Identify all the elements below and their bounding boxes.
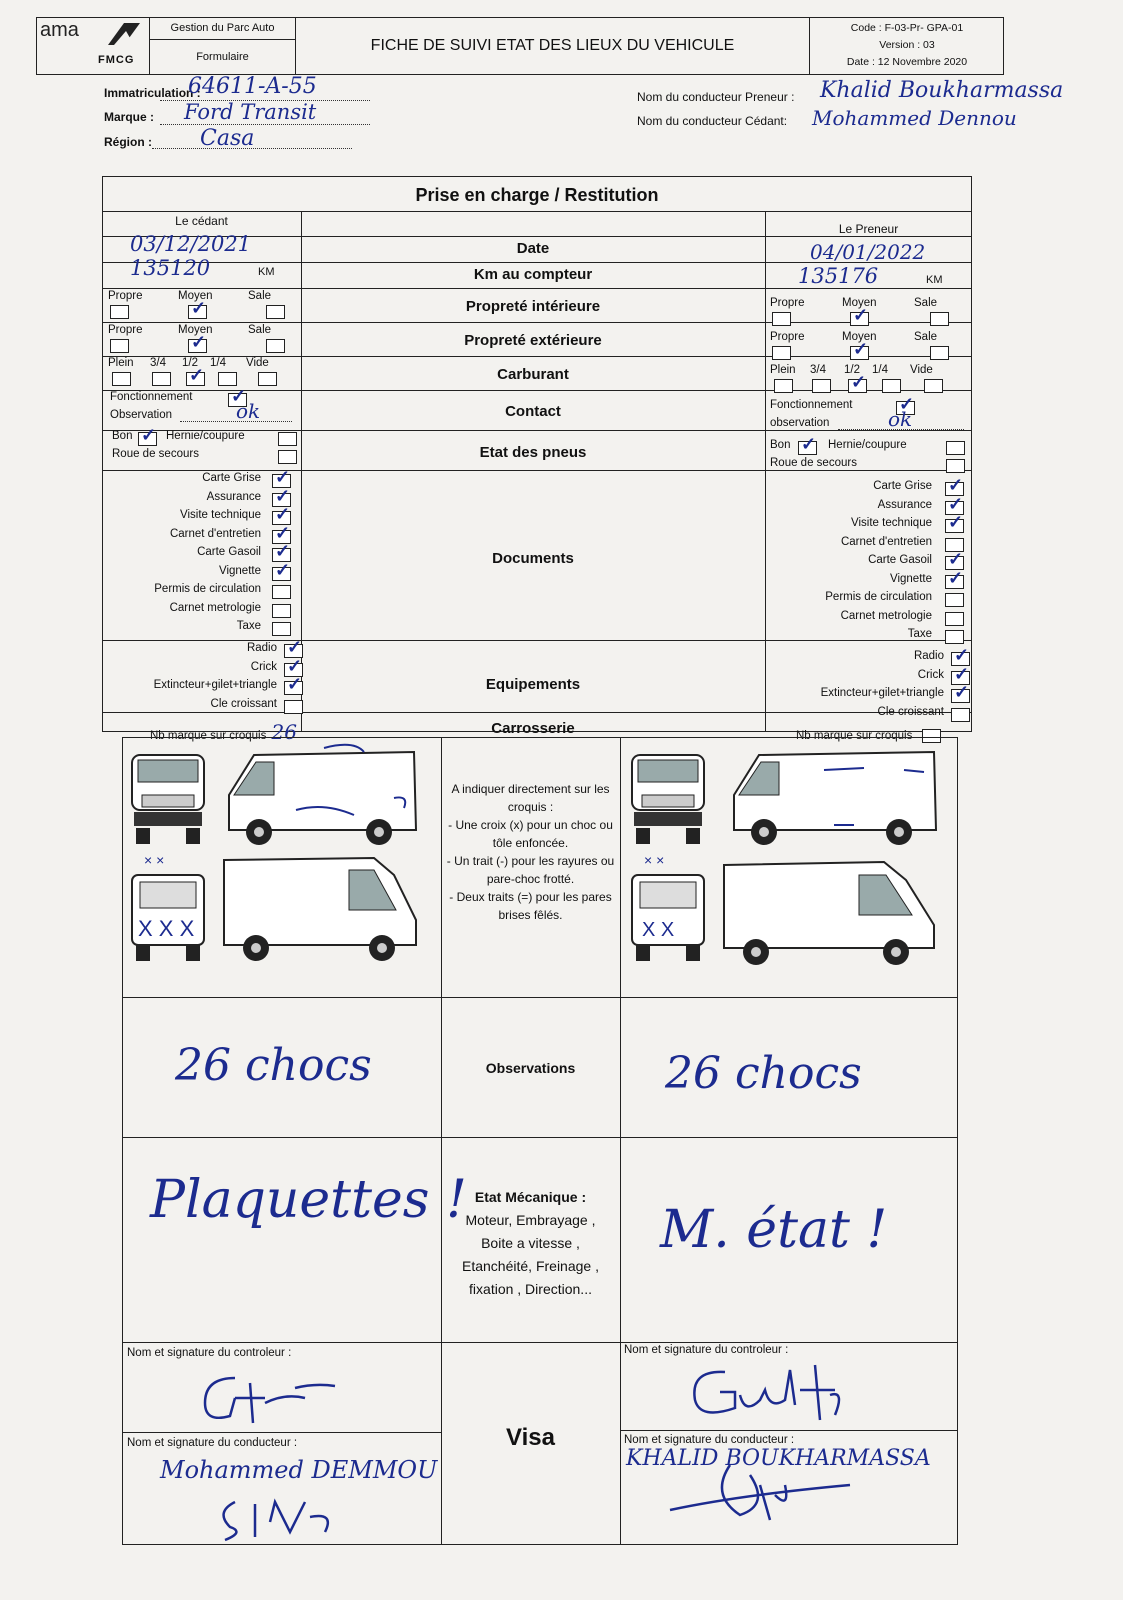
documents-label: Carte Grise [873, 480, 932, 492]
label-roue-secours: Roue de secours [770, 457, 857, 469]
preneur-conducteur-name: KHALID BOUKHARMASSA [626, 1446, 931, 1471]
documents-checkbox[interactable] [272, 567, 291, 581]
label-1-2: 1/2 [182, 357, 198, 369]
documents-checkbox[interactable] [945, 593, 964, 607]
documents-label: Carnet metrologie [840, 609, 932, 622]
svg-text:× ×: × × [644, 852, 665, 868]
documents-row [765, 610, 972, 629]
cedant-prop-ext [108, 324, 298, 354]
label-sale: Sale [914, 297, 938, 309]
header-doc-info [812, 20, 1002, 71]
checkbox-sale[interactable] [930, 312, 949, 326]
equipements-row [765, 687, 972, 706]
fmcg-logo: FMCG [98, 54, 135, 66]
documents-row [102, 528, 301, 547]
preneur-contact [770, 399, 970, 433]
cedant-conducteur-name: Mohammed DEMMOU [160, 1456, 438, 1484]
preneur-controleur-signature-icon [685, 1350, 855, 1425]
documents-label: Taxe [907, 628, 932, 640]
table-title: Prise en charge / Restitution [102, 178, 972, 212]
label-3-4: 3/4 [150, 357, 166, 369]
doc-date: Date : 12 Novembre 2020 [846, 56, 968, 68]
checkbox-propre[interactable] [772, 346, 791, 360]
instruction-line: - Une croix (x) pour un choc ou tôle enfoncée. [448, 818, 613, 850]
checkbox-roue-secours[interactable] [278, 450, 297, 464]
checkbox-propre[interactable] [772, 312, 791, 326]
region-dots [152, 148, 352, 149]
documents-row [102, 472, 301, 491]
svg-text:X X X: X X X [138, 916, 195, 941]
documents-row [102, 509, 301, 528]
preneur-prop-ext [770, 331, 970, 361]
van-side-right-icon [734, 752, 936, 845]
preneur-conducteur-signature-icon [660, 1455, 860, 1525]
van-front-icon [632, 755, 704, 844]
preneur-van-sketches [624, 740, 954, 995]
cedant-pneus [112, 430, 302, 466]
checkbox-moyen[interactable] [188, 339, 207, 353]
cedant-nb-marque-value: 26 [271, 720, 297, 744]
equipements-label: Radio [913, 650, 944, 662]
label-hernie: Hernie/coupure [828, 439, 907, 451]
instruction-line: - Un trait (-) pour les rayures ou pare-choc frotté. [446, 854, 615, 886]
label-moyen: Moyen [842, 331, 877, 343]
preneur-header: Le Preneur [838, 222, 899, 236]
label-observation: observation [770, 417, 830, 429]
documents-label: Permis de circulation [154, 583, 261, 595]
checkbox-bon[interactable] [798, 441, 817, 455]
preneur-km-unit: KM [926, 274, 943, 286]
documents-row [765, 480, 972, 499]
documents-row [765, 628, 972, 647]
label-propre: Propre [108, 324, 143, 336]
documents-row [765, 591, 972, 610]
documents-label: Visite technique [851, 517, 932, 529]
equipements-row [765, 706, 972, 725]
marque-label: Marque : [104, 110, 155, 124]
equipements-label: Extincteur+gilet+triangle [153, 679, 277, 691]
documents-row [102, 583, 301, 602]
documents-row [102, 546, 301, 565]
label-roue-secours: Roue de secours [112, 448, 199, 460]
row-label-carrosserie: Carrosserie [491, 720, 575, 737]
equipements-checkbox[interactable] [284, 681, 303, 695]
label-moyen: Moyen [178, 290, 213, 302]
checkbox-plein[interactable] [774, 379, 793, 393]
equipements-label: Crick [917, 668, 944, 681]
equipements-checkbox[interactable] [284, 700, 303, 714]
row-label-pneus: Etat des pneus [479, 444, 587, 461]
logo-block [36, 17, 150, 75]
van-side-left-icon [724, 862, 934, 965]
checkbox-propre[interactable] [110, 339, 129, 353]
checkbox-3-4[interactable] [812, 379, 831, 393]
documents-label: Carnet d'entretien [840, 535, 932, 548]
cedant-label: Nom du conducteur Cédant: [637, 114, 788, 128]
lower-row-line-1 [122, 997, 958, 998]
label-1-4: 1/4 [210, 357, 226, 369]
label-propre: Propre [770, 297, 805, 309]
marque-dots [160, 124, 370, 125]
documents-label: Vignette [219, 564, 261, 577]
cedant-header: Le cédant [175, 214, 228, 228]
label-vide: Vide [246, 357, 269, 369]
label-moyen: Moyen [842, 297, 877, 309]
cedant-observations-value: 26 chocs [175, 1040, 372, 1091]
label-sale: Sale [248, 324, 272, 336]
cedant-carburant [108, 357, 298, 387]
page-title: FICHE DE SUIVI ETAT DES LIEUX DU VEHICULE [296, 17, 810, 75]
preneur-controleur-label: Nom et signature du controleur : [624, 1344, 789, 1356]
documents-checkbox[interactable] [272, 622, 291, 636]
preneur-mecanique-value: M. état ! [660, 1200, 888, 1260]
fmcg-logo-icon [104, 19, 144, 49]
documents-label: Visite technique [180, 509, 261, 521]
lower-divider-2 [620, 737, 621, 1545]
instruction-line: - Deux traits (=) pour les pares brises fêlés. [449, 890, 612, 922]
label-nb-marque: Nb marque sur croquis [150, 730, 267, 742]
label-3-4: 3/4 [810, 364, 826, 376]
preneur-conducteur-label: Nom et signature du conducteur : [624, 1434, 795, 1446]
equipements-label: Cle croissant [210, 697, 277, 710]
equipements-label: Crick [250, 660, 277, 673]
van-rear-icon [632, 852, 704, 961]
cedant-conducteur-label: Nom et signature du conducteur : [127, 1437, 298, 1449]
cedant-van-sketches [124, 740, 440, 995]
equipements-row [102, 698, 301, 717]
preneur-observations-value: 26 chocs [665, 1048, 862, 1099]
label-sale: Sale [248, 290, 272, 302]
mecanique-line: Etanchéité, Freinage , [462, 1258, 599, 1274]
van-front-icon [132, 755, 204, 844]
van-side-left-icon [224, 858, 416, 961]
preneur-date: 04/01/2022 [810, 240, 926, 264]
region-label: Région : [104, 135, 152, 149]
row-label-date: Date [516, 240, 550, 257]
doc-version: Version : 03 [879, 39, 935, 51]
lower-row-line-4-left [122, 1432, 441, 1433]
header-unit: Gestion du Parc Auto [150, 17, 296, 40]
van-rear-icon [132, 852, 204, 961]
documents-label: Carnet d'entretien [169, 527, 261, 540]
checkbox-bon[interactable] [138, 432, 157, 446]
instruction-line: A indiquer directement sur les croquis : [451, 782, 610, 814]
visa-label: Visa [506, 1424, 555, 1451]
cedant-contact [110, 391, 300, 425]
row-label-equipements: Equipements [485, 676, 581, 693]
checkbox-sale[interactable] [266, 305, 285, 319]
equipements-checkbox[interactable] [951, 708, 970, 722]
label-propre: Propre [770, 331, 805, 343]
header-form-type: Formulaire [150, 40, 296, 75]
row-label-km: Km au compteur [473, 266, 593, 283]
documents-label: Carte Gasoil [197, 546, 261, 558]
checkbox-1-2[interactable] [848, 379, 867, 393]
row-label-documents: Documents [492, 550, 574, 567]
label-propre: Propre [108, 290, 143, 302]
documents-row [765, 573, 972, 592]
documents-checkbox[interactable] [945, 575, 964, 589]
checkbox-1-2[interactable] [186, 372, 205, 386]
checkbox-moyen[interactable] [188, 305, 207, 319]
doc-code: Code : F-03-Pr- GPA-01 [850, 22, 964, 34]
immat-value: 64611-A-55 [188, 74, 317, 99]
checkbox-roue-secours[interactable] [946, 459, 965, 473]
documents-label: Carte Grise [202, 472, 261, 484]
mecanique-block [443, 1186, 618, 1301]
documents-row [765, 536, 972, 555]
mecanique-line: Moteur, Embrayage , [465, 1212, 596, 1228]
equipements-row [102, 661, 301, 680]
mecanique-line: fixation , Direction... [469, 1281, 592, 1297]
label-plein: Plein [770, 364, 796, 376]
van-side-right-icon [229, 745, 416, 845]
row-label-carburant: Carburant [497, 366, 569, 383]
checkbox-1-4[interactable] [218, 372, 237, 386]
immat-label: Immatriculation : [104, 86, 201, 100]
documents-row [765, 554, 972, 573]
documents-row [102, 491, 301, 510]
checkbox-vide[interactable] [258, 372, 277, 386]
cedant-prop-int [108, 290, 298, 320]
lower-row-line-4-right [620, 1430, 958, 1431]
vehicle-dotted-lines [160, 100, 370, 101]
documents-label: Taxe [236, 620, 261, 632]
region-value: Casa [200, 126, 255, 151]
equipements-row [765, 650, 972, 669]
equipements-label: Cle croissant [877, 705, 944, 718]
label-observation: Observation [110, 409, 173, 421]
carrosserie-instructions [443, 780, 618, 924]
svg-text:X X: X X [642, 919, 675, 941]
checkbox-sale[interactable] [930, 346, 949, 360]
equipements-row [765, 669, 972, 688]
preneur-equipements [765, 650, 972, 724]
documents-checkbox[interactable] [945, 630, 964, 644]
row-label-contact: Contact [505, 403, 561, 420]
documents-label: Vignette [890, 572, 932, 585]
checkbox-vide[interactable] [924, 379, 943, 393]
cedant-value: Mohammed Dennou [812, 106, 1017, 130]
row-label-prop-ext: Propreté extérieure [464, 332, 602, 349]
cedant-mecanique-value: Plaquettes ! [150, 1170, 467, 1230]
documents-row [102, 565, 301, 584]
checkbox-hernie[interactable] [946, 441, 965, 455]
documents-checkbox[interactable] [945, 519, 964, 533]
documents-checkbox[interactable] [945, 612, 964, 626]
label-plein: Plein [108, 357, 134, 369]
preneur-prop-int [770, 297, 970, 327]
label-vide: Vide [910, 364, 933, 376]
equipements-label: Extincteur+gilet+triangle [820, 687, 944, 699]
lower-row-line-2 [122, 1137, 958, 1138]
documents-row [102, 620, 301, 639]
documents-label: Carte Gasoil [868, 554, 932, 566]
checkbox-plein[interactable] [112, 372, 131, 386]
cedant-documents [102, 472, 301, 640]
documents-row [765, 499, 972, 518]
checkbox-3-4[interactable] [152, 372, 171, 386]
documents-row [765, 517, 972, 536]
documents-row [102, 602, 301, 621]
mecanique-line: Boite a vitesse , [481, 1235, 580, 1251]
label-fonctionnement: Fonctionnement [110, 391, 193, 403]
label-bon: Bon [112, 430, 133, 442]
label-1-2: 1/2 [844, 364, 860, 376]
label-1-4: 1/4 [872, 364, 888, 376]
cedant-controleur-signature-icon [195, 1368, 345, 1428]
marque-value: Ford Transit [184, 100, 317, 124]
equipements-row [102, 642, 301, 661]
equipements-checkbox[interactable] [951, 689, 970, 703]
label-nb-marque: Nb marque sur croquis [796, 730, 913, 743]
row-label-prop-int: Propreté intérieure [465, 298, 601, 315]
documents-checkbox[interactable] [272, 604, 291, 618]
checkbox-sale[interactable] [266, 339, 285, 353]
cedant-conducteur-signature-icon [215, 1492, 345, 1544]
lower-row-line-3 [122, 1342, 958, 1343]
equipements-row [102, 679, 301, 698]
label-hernie: Hernie/coupure [166, 430, 245, 442]
documents-label: Carnet metrologie [169, 601, 261, 614]
label-bon: Bon [770, 439, 791, 451]
preneur-pneus [770, 439, 970, 475]
cedant-km: 135120 [130, 256, 211, 280]
label-fonctionnement: Fonctionnement [770, 399, 853, 411]
preneur-carburant [770, 364, 970, 394]
cedant-equipements [102, 642, 301, 716]
mecanique-title: Etat Mécanique : [474, 1189, 587, 1205]
cedant-km-unit: KM [258, 266, 275, 278]
checkbox-hernie[interactable] [278, 432, 297, 446]
label-moyen: Moyen [178, 324, 213, 336]
equipements-label: Radio [246, 642, 277, 654]
label-sale: Sale [914, 331, 938, 343]
cedant-controleur-label: Nom et signature du controleur : [127, 1347, 292, 1359]
documents-label: Assurance [877, 498, 932, 511]
preneur-value: Khalid Boukharmassa [820, 78, 1064, 103]
preneur-label: Nom du conducteur Preneur : [637, 90, 795, 104]
checkbox-propre[interactable] [110, 305, 129, 319]
row-label-observations: Observations [485, 1060, 576, 1076]
documents-checkbox[interactable] [272, 585, 291, 599]
ama-logo: ama [40, 19, 79, 41]
preneur-observation-value: ok [888, 407, 913, 431]
checkbox-1-4[interactable] [882, 379, 901, 393]
svg-text:× ×: × × [144, 852, 165, 868]
checkbox-moyen[interactable] [850, 312, 869, 326]
preneur-documents [765, 480, 972, 648]
documents-label: Assurance [206, 490, 261, 503]
documents-label: Permis de circulation [825, 591, 932, 603]
checkbox-moyen[interactable] [850, 346, 869, 360]
cedant-date: 03/12/2021 [130, 232, 252, 256]
cedant-observation-value: ok [236, 399, 261, 423]
preneur-km: 135176 [798, 264, 879, 288]
